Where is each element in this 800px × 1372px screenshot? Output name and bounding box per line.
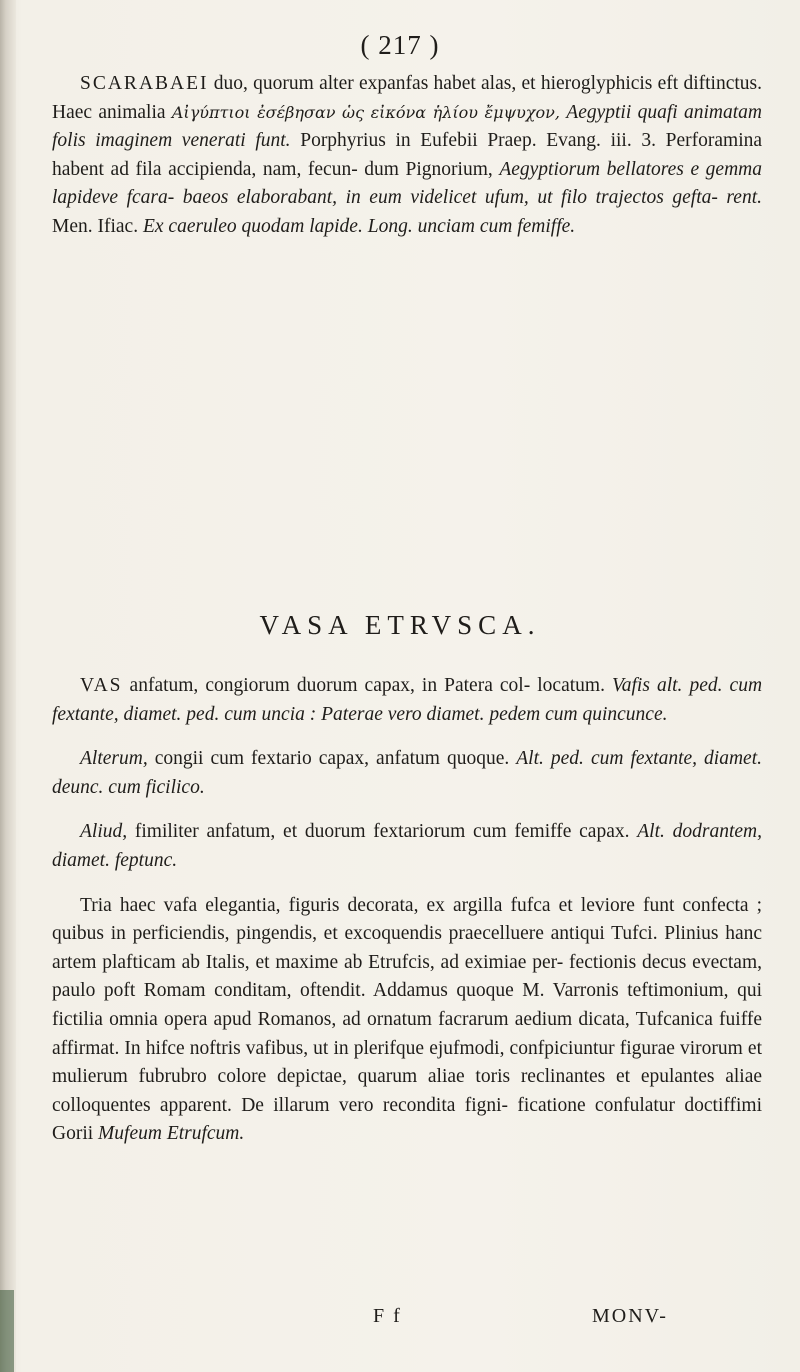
greek-quote: Αἰγύπτιοι ἐσέβησαν ὡς εἰκόνα ἡλίου ἔμψυχον, (171, 102, 560, 122)
line: Addamus quoque M. Varronis teftimonium, qui fictilia omnia (52, 980, 762, 1030)
line: aliae colloquentes apparent. De illarum vero recondita figni- (52, 1066, 763, 1116)
scarabaei-paragraph (52, 70, 762, 242)
line: colore depictae, quarum aliae toris reclinantes et epulantes (217, 1066, 715, 1088)
section-heading: VASA ETRVSCA. (259, 610, 541, 640)
line: locatum. (537, 675, 605, 696)
line: Ex caeruleo quodam lapide. (142, 215, 363, 237)
line: baeos elaborabant, in eum videlicet ufum, ut filo trajectos gefta- (182, 187, 718, 209)
line: Mufeum Etrufcum. (98, 1123, 245, 1145)
line: femiffe. (517, 215, 576, 237)
line: Men. Ifiac. (52, 215, 139, 237)
line: Tufcanica fuiffe affirmat. In hifce noftris vafibus, ut in plerifque (52, 1008, 762, 1059)
tria-paragraph (52, 892, 762, 1149)
lead-word: SCARABAEI (80, 73, 209, 94)
line: ejufmodi, confpiciuntur figurae virorum et mulierum fubrubro (52, 1037, 762, 1088)
line: capax. (579, 821, 630, 843)
page-number: ( 217 ) (360, 30, 440, 60)
line: ficatione confulatur doctiffimi Gorii (52, 1094, 763, 1145)
line: imaginem venerati funt. (95, 130, 291, 152)
binding-edge (0, 0, 16, 1372)
line: Porphyrius in Eufebii Praep. Evang. (300, 130, 601, 152)
line: opera apud Romanos, ad ornatum facrarum aedium dicata, (164, 1008, 630, 1030)
aliud-paragraph (52, 818, 762, 875)
line: duo, quorum alter expanfas habet alas, (213, 73, 517, 94)
line: Alt. dodrantem, diamet. feptunc. (52, 821, 762, 871)
line: Paterae vero diamet. pedem cum quincunce. (321, 703, 668, 725)
line: et leviore funt confecta ; quibus in perficiendis, pingendis, et (52, 894, 762, 945)
line: iii. 3. Perforamina habent ad fila accipienda, nam, fecun- (52, 130, 763, 180)
line: Long. unciam cum (367, 215, 513, 237)
line: Alterum, (80, 748, 148, 770)
line: Alt. (516, 748, 544, 770)
line: Aliud, (80, 821, 128, 843)
line: congii cum fextario capax, anfatum quoque. (154, 748, 510, 770)
line: dum Pignorium, (364, 158, 493, 180)
line: Tria haec vafa elegantia, figuris decorata, ex argilla fufca (80, 894, 551, 916)
line: et hieroglyphicis eft diftinctus. Haec animalia (52, 73, 763, 123)
line: Aegyptii quafi animatam folis (52, 101, 763, 152)
line: rent. (726, 187, 762, 209)
vasa-section (52, 672, 762, 1165)
alterum-paragraph (52, 745, 762, 802)
line: Vafis alt. ped. cum fextante, diamet. ped. cum uncia : (52, 675, 763, 725)
line: anfatum, congiorum duorum capax, in Patera col- (129, 675, 531, 696)
line: fectionis decus evectam, paulo poft Romam conditam, oftendit. (52, 951, 763, 1002)
vas-paragraph (52, 672, 762, 729)
line: fimiliter anfatum, et duorum fextariorum cum femiffe (134, 821, 572, 843)
line: Aegyptiorum bellatores e gemma lapideve fcara- (52, 158, 763, 209)
signature-mark: F f (373, 1305, 402, 1327)
binding-shadow (0, 1290, 14, 1372)
line: excoquendis praecelluere antiqui Tufci. Plinius hanc artem (52, 923, 762, 973)
lead-word: VAS (80, 675, 123, 696)
line: plafticam ab Italis, et maxime ab Etrufcis, ad eximiae per- (102, 951, 564, 973)
line: ped. cum fextante, diamet. deunc. cum ficilico. (52, 748, 763, 798)
catchword: MONV- (592, 1305, 668, 1327)
